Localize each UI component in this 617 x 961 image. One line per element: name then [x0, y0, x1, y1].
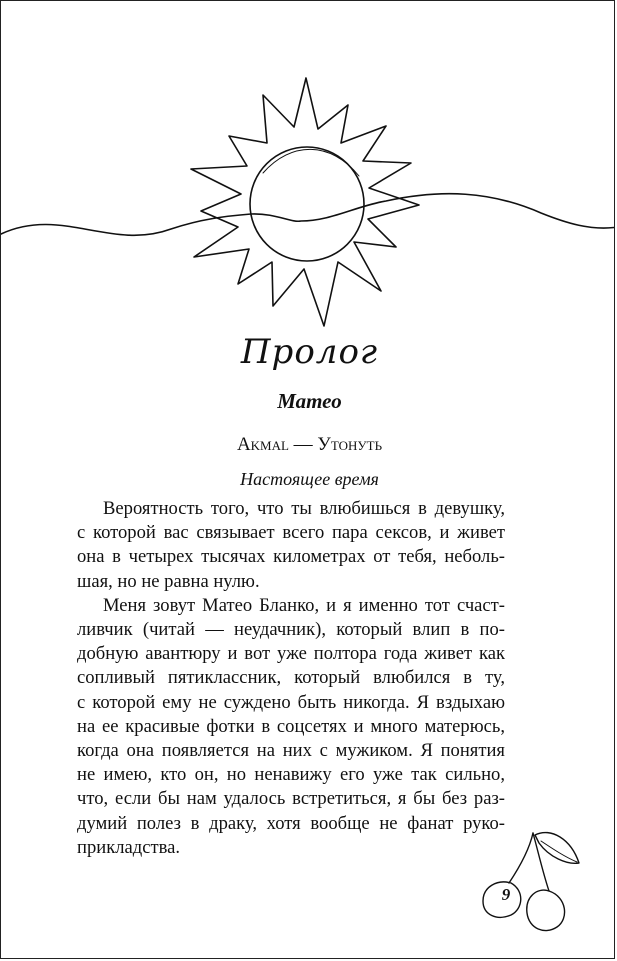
text-line: с которой вас связывает всего пара сексов, и живет [77, 522, 505, 544]
sun-line-art-icon [1, 1, 615, 341]
time-marker: Настоящее время [240, 469, 379, 489]
text-line: шая, но не равна нулю. [77, 570, 260, 592]
text-line: когда она появляется на них с мужиком. Я понятия [77, 740, 505, 762]
body-text [77, 497, 505, 860]
paragraph [77, 497, 505, 594]
text-line: Вероятность того, что ты влюбишься в девушку, [103, 498, 505, 519]
text-line: на ее красивые фотки в соцсетях и много матерюсь, [77, 715, 505, 737]
text-line: с которой ему не суждено быть никогда. Я вздыхаю [77, 691, 505, 713]
epigraph-song: Akmal — Утонуть [236, 434, 383, 455]
text-line: сопливый пятиклассник, который влюбился в ту, [77, 667, 505, 689]
chapter-title: Пролог [240, 332, 379, 372]
page-number: 9 [501, 885, 511, 904]
text-line: ливчик (читай — неудачник), который влип в по- [77, 619, 505, 641]
text-line: прикладства. [77, 836, 181, 858]
narrator-name: Матео [277, 389, 342, 413]
text-line: она в четырех тысячах километрах от тебя, неболь- [77, 546, 505, 568]
paragraph [77, 594, 505, 860]
text-line: Меня зовут Матео Бланко, и я именно тот счаст- [103, 594, 505, 616]
text-line: добную авантюру и вот уже полтора года живет как [77, 643, 505, 665]
text-line: не имею, кто он, но ненавижу его уже так сильно, [77, 764, 505, 786]
text-line: думий полез в драку, хотя вообще не фанат руко- [77, 812, 505, 834]
text-line: что, если бы нам удалось встретиться, я бы без раз- [77, 788, 505, 810]
